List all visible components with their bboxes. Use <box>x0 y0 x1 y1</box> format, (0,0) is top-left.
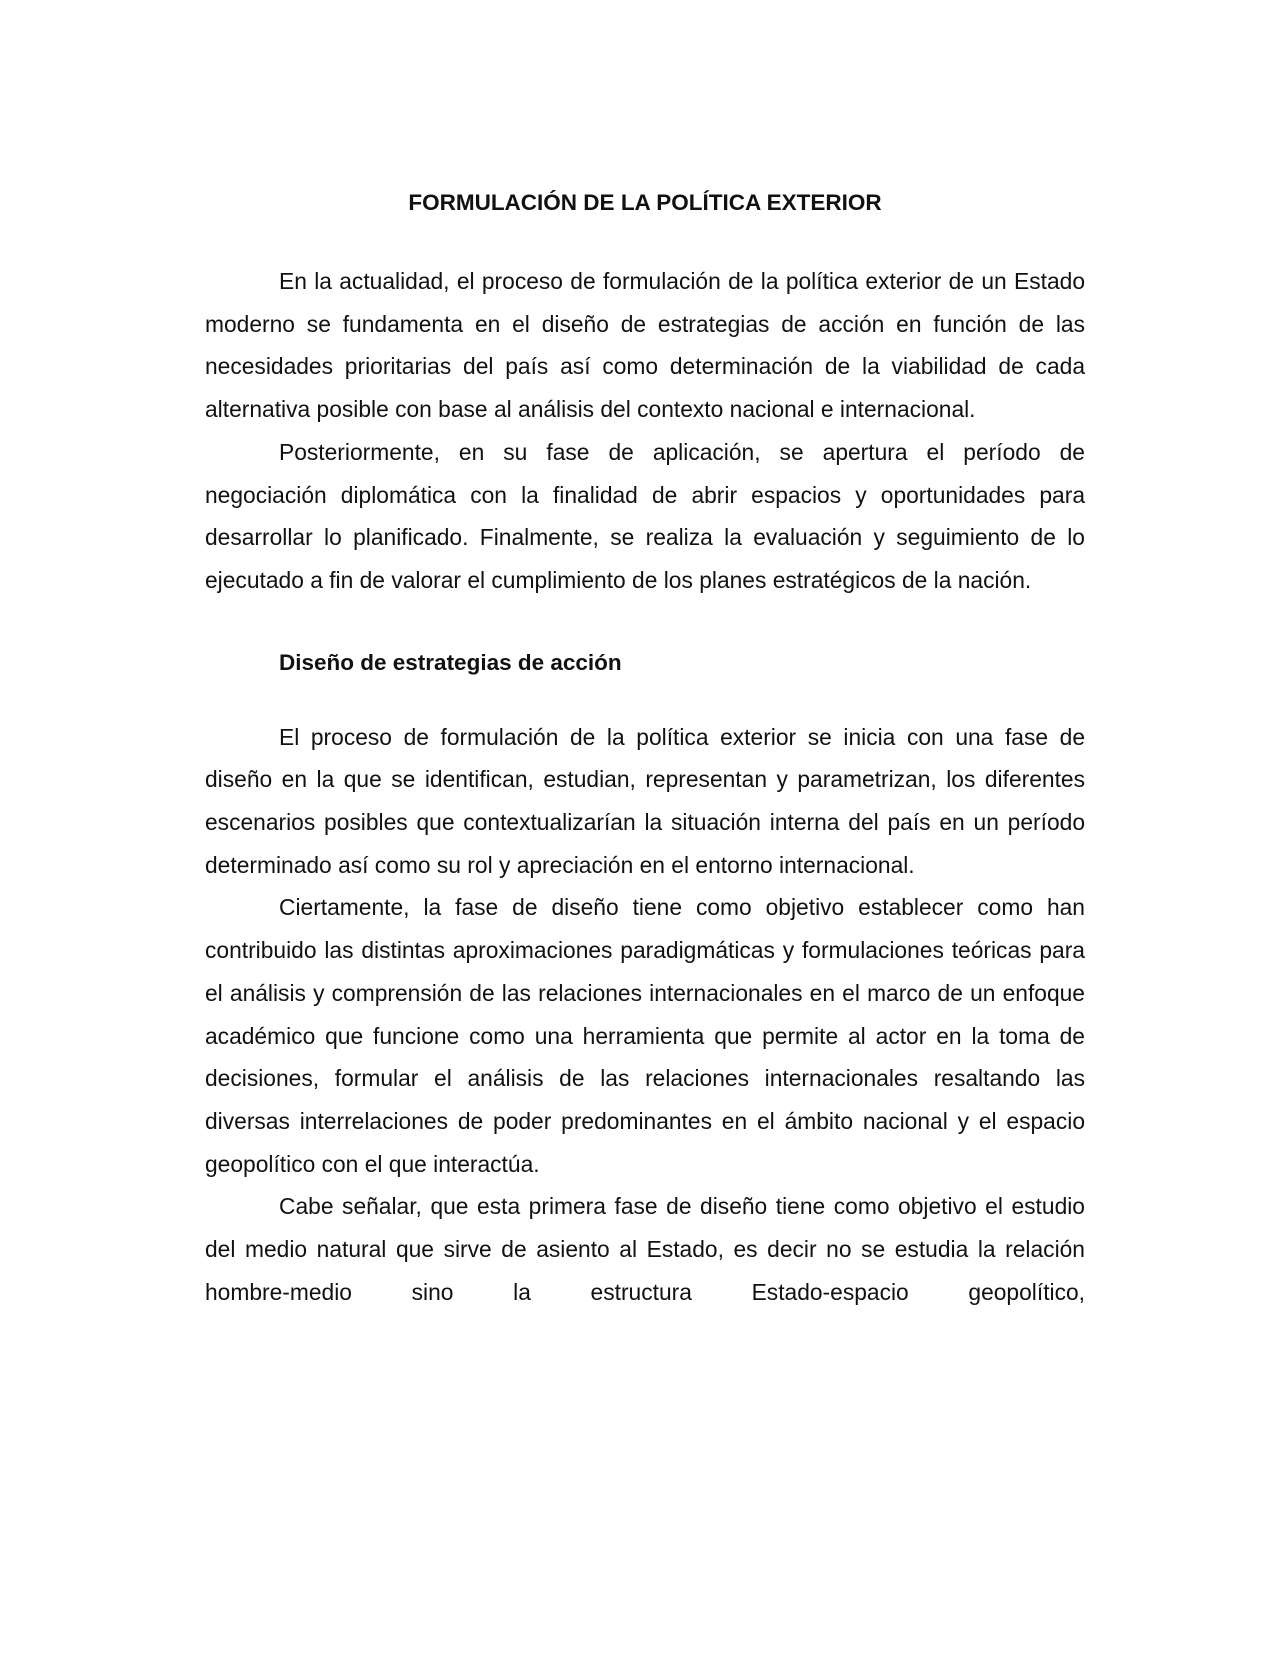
paragraph-section-3: Cabe señalar, que esta primera fase de diseño tiene como objetivo el estudio del medio natural que sirve de asiento al Estado, es decir no se estudia la relación hombre-medio sino la estructura Estado-espacio geopolítico, <box>205 1193 1085 1305</box>
paragraph-intro-1: En la actualidad, el proceso de formulación de la política exterior de un Estado moderno se fundamenta en el diseño de estrategias de acción en función de las necesidades prioritarias del país así como determinación de la viabilidad de cada alternativa posible con base al análisis del contexto nacional e internacional. <box>205 268 1085 423</box>
paragraph-section-1: El proceso de formulación de la política exterior se inicia con una fase de diseño en la que se identifican, estudian, representan y parametrizan, los diferentes escenarios posibles que contextualizarían la situación interna del país en un período determinado así como su rol y apreciación en el entorno internacional. <box>205 723 1085 878</box>
paragraph-intro-2: Posteriormente, en su fase de aplicación, se apertura el período de negociación diplomática con la finalidad de abrir espacios y oportunidades para desarrollar lo planificado. Finalmente, se realiza la evaluación y seguimiento de lo ejecutado a fin de valorar el cumplimiento de los planes estratégicos de la nación. <box>205 438 1085 593</box>
document-body <box>205 190 1085 1313</box>
document-title: FORMULACIÓN DE LA POLÍTICA EXTERIOR <box>408 190 882 215</box>
paragraph-section-2: Ciertamente, la fase de diseño tiene como objetivo establecer como han contribuido las distintas aproximaciones paradigmáticas y formulaciones teóricas para el análisis y comprensión de las relaciones internacionales en el marco de un enfoque académico que funcione como una herramienta que permite al actor en la toma de decisiones, formular el análisis de las relaciones internacionales resaltando las diversas interrelaciones de poder predominantes en el ámbito nacional y el espacio geopolítico con el que interactúa. <box>205 894 1085 1177</box>
section-heading: Diseño de estrategias de acción <box>279 649 622 675</box>
